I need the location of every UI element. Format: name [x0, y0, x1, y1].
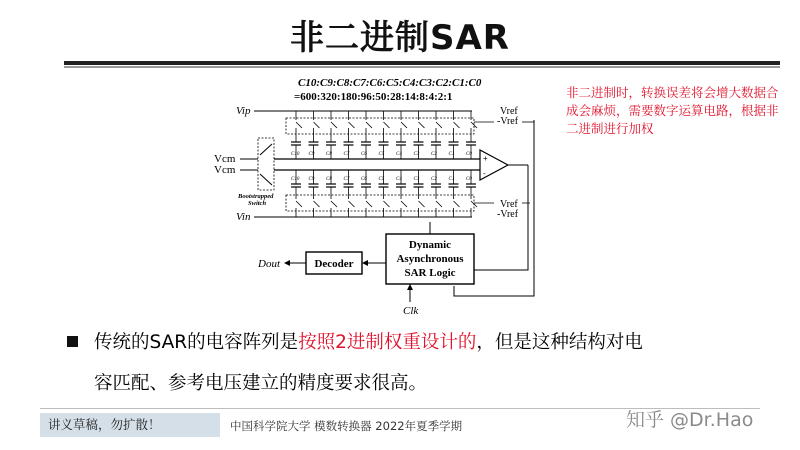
neg-vref-bottom-label: -Vref — [497, 209, 519, 220]
bottom-switch-C2 — [436, 187, 442, 217]
logic-line2: Asynchronous — [396, 253, 464, 265]
bottom-capacitor-array — [291, 170, 476, 187]
slide-title: 非二进制SAR — [290, 18, 510, 58]
neg-vref-top-label: -Vref — [497, 116, 519, 127]
switch-label: Switch — [248, 200, 267, 207]
bottom-capacitor-C1 — [449, 170, 459, 187]
bullet-text-a: 传统的SAR的电容阵列是 — [94, 332, 299, 353]
bottom-cap-label-C1: C1 — [448, 177, 455, 182]
top-switch-C1 — [454, 111, 460, 142]
bullet-marker — [67, 336, 78, 347]
bottom-switch-C8 — [331, 187, 337, 217]
top-switch-C8 — [331, 111, 337, 142]
sar-circuit-diagram — [210, 70, 540, 320]
vin-label: Vin — [236, 211, 251, 223]
bottom-switch-C5 — [384, 187, 390, 217]
top-capacitor-array — [291, 142, 476, 159]
top-capacitor-C4 — [396, 142, 406, 159]
bottom-cap-label-C6: C6 — [361, 177, 367, 182]
top-capacitor-C10 — [291, 142, 301, 159]
capacitor-ratio-values: =600:320:180:96:50:28:14:8:4:2:1 — [294, 91, 453, 103]
top-capacitor-C1 — [449, 142, 459, 159]
vref-top-label: Vref — [500, 106, 518, 117]
bottom-capacitor-C10 — [291, 170, 301, 187]
bottom-capacitor-C3 — [414, 170, 424, 187]
logic-line3: SAR Logic — [404, 267, 456, 279]
bottom-capacitor-C8 — [326, 170, 336, 187]
note-text: 非二进制时，转换误差将会增大数据合成会麻烦，需要数字运算电路，根据非二进制进行加权 — [566, 85, 779, 136]
title-rule-thin — [64, 66, 780, 68]
bottom-capacitor-C5 — [379, 170, 389, 187]
top-cap-label-C4: C4 — [396, 152, 402, 157]
vcm-bottom-label: Vcm — [214, 164, 236, 176]
top-capacitor-C3 — [414, 142, 424, 159]
top-cap-label-C8: C8 — [326, 152, 332, 157]
footer-draft-notice: 讲义草稿，勿扩散！ — [40, 413, 220, 437]
top-switch-C9 — [314, 111, 320, 142]
top-capacitor-C6 — [361, 142, 371, 159]
decoder-label: Decoder — [314, 258, 354, 270]
bottom-capacitor-C9 — [309, 170, 319, 187]
bottom-capacitor-C0 — [466, 170, 476, 187]
top-cap-label-C5: C5 — [378, 152, 385, 157]
bottom-capacitor-C2 — [431, 170, 441, 187]
bootstrapped-label: Bootstrapped — [238, 193, 274, 200]
capacitor-ratio-label: C10:C9:C8:C7:C6:C5:C4:C3:C2:C1:C0 — [298, 77, 482, 89]
bottom-cap-label-C7: C7 — [343, 177, 350, 182]
bottom-capacitor-C6 — [361, 170, 371, 187]
bottom-switch-C9 — [314, 187, 320, 217]
top-cap-label-C3: C3 — [413, 152, 420, 157]
svg-text:+: + — [483, 154, 488, 163]
bullet-line-2: 容匹配、参考电压建立的精度要求很高。 — [94, 373, 428, 394]
top-switch-C5 — [384, 111, 390, 142]
bottom-cap-label-C9: C9 — [308, 177, 315, 182]
bottom-cap-label-C4: C4 — [396, 177, 402, 182]
top-capacitor-C2 — [431, 142, 441, 159]
top-capacitor-C8 — [326, 142, 336, 159]
bullet-line-1 — [94, 328, 643, 354]
bottom-switch-C1 — [454, 187, 460, 217]
logic-line1: Dynamic — [408, 239, 452, 251]
bottom-switch-C10 — [296, 187, 302, 217]
top-cap-label-C0: C0 — [466, 152, 472, 157]
dout-label: Dout — [258, 258, 280, 270]
zhihu-watermark: 知乎 @Dr.Hao — [626, 409, 754, 431]
top-cap-label-C1: C1 — [448, 152, 455, 157]
bullet-text-b: ，但是这种结构对电 — [476, 332, 643, 353]
top-cap-label-C9: C9 — [308, 152, 315, 157]
bottom-switch-C6 — [366, 187, 372, 217]
svg-text:-: - — [483, 169, 486, 178]
top-cap-label-C7: C7 — [343, 152, 350, 157]
top-switch-C10 — [296, 111, 302, 142]
bottom-cap-label-C8: C8 — [326, 177, 332, 182]
top-switch-C4 — [401, 111, 407, 142]
top-capacitor-C0 — [466, 142, 476, 159]
bottom-cap-label-C5: C5 — [378, 177, 385, 182]
bottom-switch-array — [296, 187, 477, 217]
bottom-switch-C3 — [419, 187, 425, 217]
bottom-switch-C0 — [471, 187, 477, 217]
top-switch-array — [296, 111, 477, 142]
top-switch-C6 — [366, 111, 372, 142]
vip-label: Vip — [236, 105, 251, 117]
top-switch-C2 — [436, 111, 442, 142]
bottom-switch-C7 — [349, 187, 355, 217]
bottom-cap-label-C2: C2 — [431, 177, 437, 182]
bottom-capacitor-C7 — [344, 170, 354, 187]
vref-bottom-label: Vref — [500, 199, 518, 210]
top-capacitor-C9 — [309, 142, 319, 159]
clk-label: Clk — [403, 305, 419, 317]
bullet-highlight: 按照2进制权重设计的 — [298, 332, 477, 353]
bottom-cap-label-C3: C3 — [413, 177, 420, 182]
top-cap-label-C2: C2 — [431, 152, 437, 157]
vcm-top-label: Vcm — [214, 153, 236, 165]
bottom-cap-label-C0: C0 — [466, 177, 472, 182]
bottom-capacitor-C4 — [396, 170, 406, 187]
top-switch-C7 — [349, 111, 355, 142]
top-cap-label-C10: C10 — [291, 152, 300, 157]
top-capacitor-C5 — [379, 142, 389, 159]
top-switch-C3 — [419, 111, 425, 142]
top-cap-label-C6: C6 — [361, 152, 367, 157]
title-rule — [64, 61, 780, 65]
footer-course-info: 中国科学院大学 模数转换器 2022年夏季学期 — [230, 419, 463, 433]
bottom-cap-label-C10: C10 — [291, 177, 300, 182]
top-capacitor-C7 — [344, 142, 354, 159]
bottom-switch-C4 — [401, 187, 407, 217]
